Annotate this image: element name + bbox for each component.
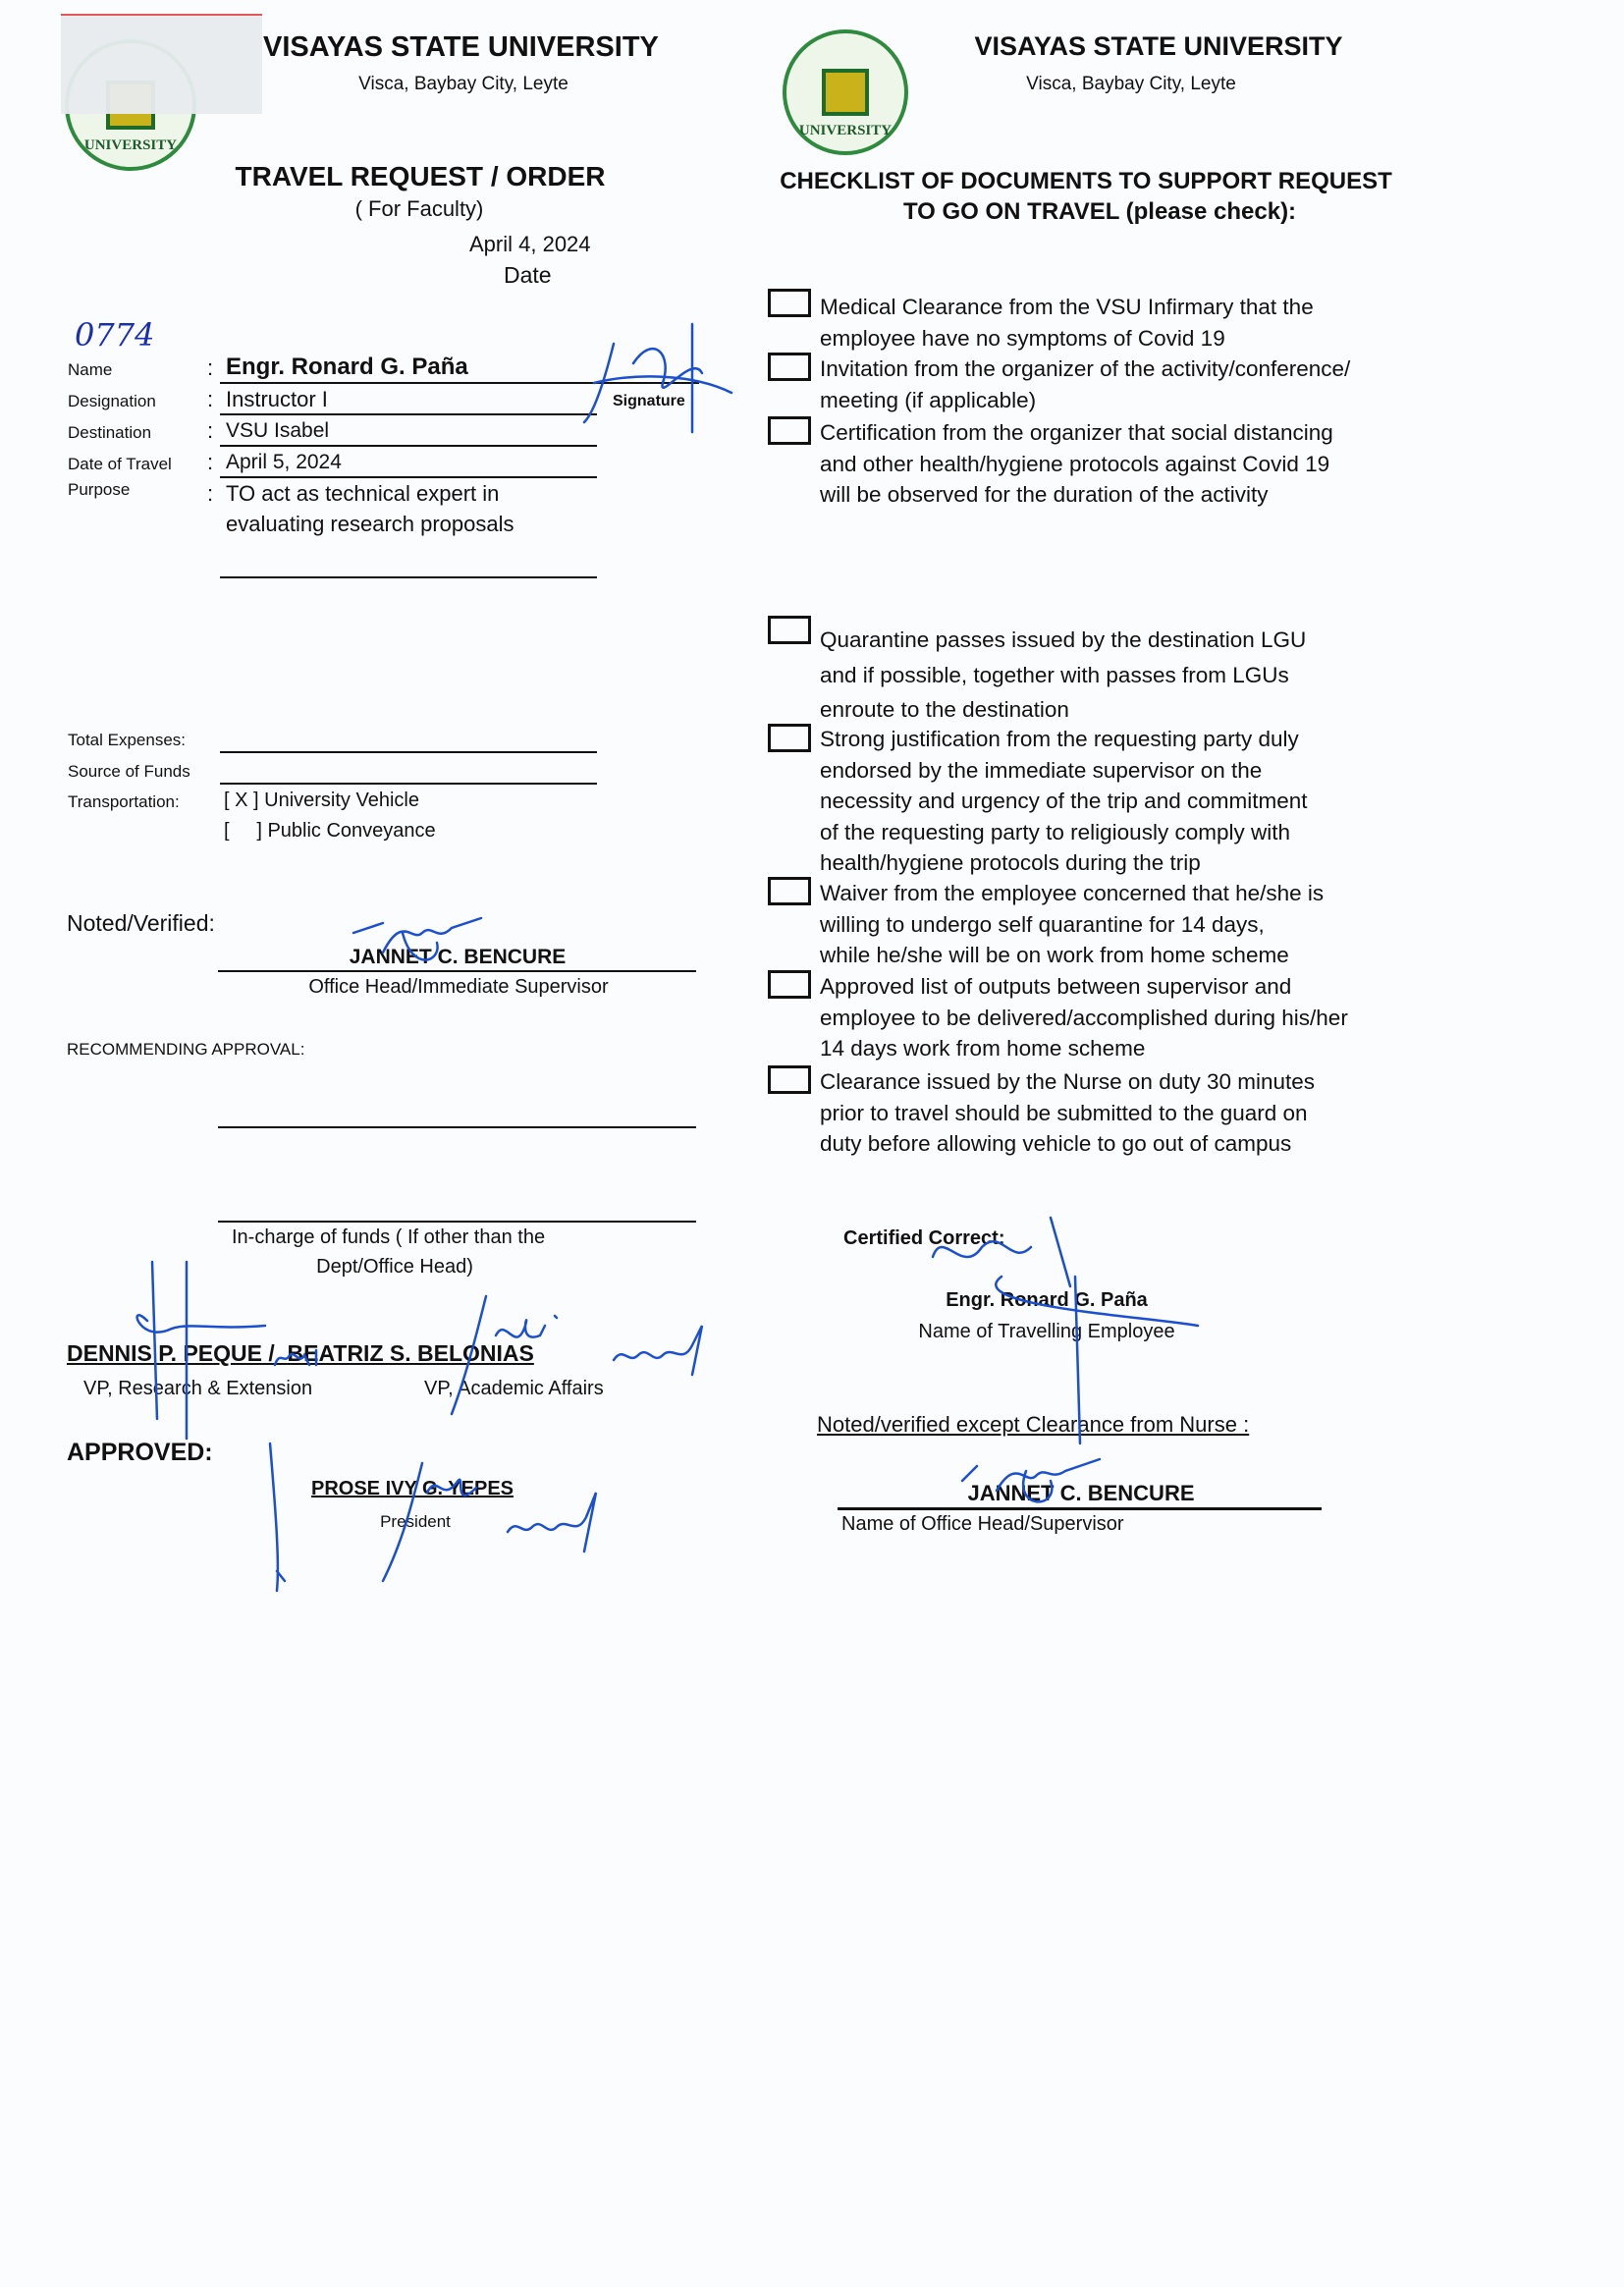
annotation-oveluny [614,1326,702,1375]
name-label: Name [68,360,113,379]
checklist-checkbox[interactable] [768,724,811,752]
source-of-funds-line [220,783,597,785]
checklist-item-line: prior to travel should be submitted to the guard on [820,1100,1308,1125]
name-separator: / [261,1340,288,1366]
purpose-label: Purpose [68,480,131,499]
checklist-item-line: Certification from the organizer that social distancing [820,420,1333,445]
date-of-travel-line [220,476,597,478]
checklist-item [820,1066,1315,1160]
checklist-item-line: and if possible, together with passes from LGUs [820,662,1289,687]
office-head-caption: Name of Office Head/Supervisor [841,1513,1124,1535]
initial-mi [275,1345,324,1370]
transport-option-university-vehicle[interactable]: [ X ] University Vehicle [224,790,419,811]
checklist-item [820,354,1350,415]
colon: : [207,355,214,380]
checklist-checkbox[interactable] [768,1065,811,1094]
checklist-checkbox[interactable] [768,289,811,317]
signature-office-head-right [952,1451,1119,1520]
purpose-extra-line [220,576,597,578]
date-value: April 4, 2024 [469,232,591,256]
checklist-item [820,724,1308,879]
recommending-line [218,1126,696,1128]
checklist-item-line: Strong justification from the requesting party duly [820,727,1299,751]
checklist-checkbox[interactable] [768,877,811,905]
checklist-item-line: Quarantine passes issued by the destination LGU [820,627,1307,652]
colon: : [207,418,214,443]
date-of-travel-value: April 5, 2024 [226,451,342,473]
in-charge-line [218,1221,696,1223]
source-of-funds-label: Source of Funds [68,762,190,781]
checklist-item [820,623,1306,728]
checklist-item-line: Approved list of outputs between supervisor and [820,974,1292,999]
tape-patch [61,14,262,114]
university-name-left: VISAYAS STATE UNIVERSITY [263,31,659,63]
university-seal-left: UNIVERSITY [65,39,196,171]
checklist-item [820,292,1314,354]
name-value: Engr. Ronard G. Paña [226,354,468,380]
checklist-item-line: Medical Clearance from the VSU Infirmary that the [820,295,1314,319]
annotation-oveluny-2 [508,1493,596,1552]
designation-label: Designation [68,392,156,410]
supervisor-title: Office Head/Immediate Supervisor [308,976,609,998]
colon: : [207,481,214,506]
checklist-item [820,878,1324,971]
transport-option-public-conveyance[interactable]: [ ] Public Conveyance [224,820,436,842]
destination-line [220,445,597,447]
checklist-item-line: endorsed by the immediate supervisor on the [820,757,1263,783]
checklist-checkbox[interactable] [768,970,811,999]
form-subtitle: ( For Faculty) [354,196,484,221]
signature-requester [574,324,731,432]
checklist-item-line: enroute to the destination [820,697,1069,722]
checklist-item [820,417,1333,511]
certified-correct-label: Certified Correct: [843,1227,1005,1249]
checklist-item-line: willing to undergo self quarantine for 14 days, [820,911,1265,937]
president-title: President [380,1512,451,1531]
checklist-item-line: meeting (if applicable) [820,387,1037,412]
vp2-name: BEATRIZ S. BELONIAS [287,1340,534,1366]
date-of-travel-label: Date of Travel [68,455,172,473]
address-left: Visca, Baybay City, Leyte [358,74,568,94]
checklist-item-line: of the requesting party to religiously comply with [820,819,1290,844]
signature-supervisor-left [344,913,491,972]
checklist-item-line: Invitation from the organizer of the activity/conference/ [820,356,1351,381]
total-expenses-label: Total Expenses: [68,731,187,749]
employee-caption: Name of Travelling Employee [918,1321,1175,1342]
in-charge-caption-1: In-charge of funds ( If other than the [232,1226,546,1248]
approved-label: APPROVED: [67,1439,213,1466]
vp1-title: VP, Research & Extension [83,1378,313,1399]
transportation-label: Transportation: [68,792,180,811]
signature-label: Signature [613,393,685,409]
total-expenses-line [220,751,597,753]
university-seal-right: UNIVERSITY [783,29,908,155]
checklist-item-line: and other health/hygiene protocols against Covid 19 [820,451,1330,476]
checklist-title-2: TO GO ON TRAVEL (please check): [902,198,1297,225]
vp1-name: DENNIS P. PEQUE [67,1340,262,1366]
university-name-right: VISAYAS STATE UNIVERSITY [974,31,1343,61]
checklist-item-line: employee to be delivered/accomplished during his/her [820,1005,1348,1030]
designation-line [220,413,597,415]
noted-except-nurse: Noted/verified except Clearance from Nurse : [817,1412,1250,1437]
employee-name: Engr. Ronard G. Paña [946,1289,1148,1311]
checklist-item-line: health/hygiene protocols during the trip [820,850,1201,876]
designation-value: Instructor I [226,387,328,411]
checklist-checkbox[interactable] [768,416,811,445]
checklist-item-line: 14 days work from home scheme [820,1036,1146,1062]
checklist-checkbox[interactable] [768,353,811,381]
in-charge-caption-2: Dept/Office Head) [316,1256,473,1278]
office-head-name: JANNET C. BENCURE [967,1481,1195,1505]
checklist-item-line: will be observed for the duration of the activity [820,482,1269,508]
address-right: Visca, Baybay City, Leyte [1026,74,1236,94]
checklist-item-line: Clearance issued by the Nurse on duty 30 minutes [820,1069,1316,1094]
destination-label: Destination [68,423,152,442]
checklist-item-line: employee have no symptoms of Covid 19 [820,325,1225,351]
checklist-item-line: necessity and urgency of the trip and commitment [820,789,1308,814]
president-name: PROSE IVY G. YEPES [310,1478,514,1499]
checklist-item-line: while he/she will be on work from home scheme [820,943,1289,968]
noted-verified-label: Noted/Verified: [67,910,215,936]
colon: : [207,387,214,411]
supervisor-name: JANNET C. BENCURE [349,946,567,968]
checklist-checkbox[interactable] [768,616,811,644]
recommending-approval-label: RECOMMENDING APPROVAL: [67,1040,305,1059]
checklist-item-line: duty before allowing vehicle to go out of campus [820,1131,1292,1157]
colon: : [207,450,214,474]
signature-vp-academic [447,1296,574,1414]
destination-value: VSU Isabel [226,419,330,442]
purpose-line-1: TO act as technical expert in [226,481,500,506]
checklist-title-1: CHECKLIST OF DOCUMENTS TO SUPPORT REQUEST [780,168,1392,194]
purpose-line-2: evaluating research proposals [226,512,514,536]
signature-certified-employee [903,1218,1198,1443]
signature-vp-research [128,1262,275,1439]
signature-president [265,1443,520,1601]
form-title: TRAVEL REQUEST / ORDER [235,161,606,191]
vp2-title: VP, Academic Affairs [424,1378,604,1399]
checklist-item [820,971,1348,1064]
date-label: Date [504,262,552,288]
checklist-item-line: Waiver from the employee concerned that he/she is [820,881,1325,905]
handwritten-number: 0774 [75,316,155,354]
